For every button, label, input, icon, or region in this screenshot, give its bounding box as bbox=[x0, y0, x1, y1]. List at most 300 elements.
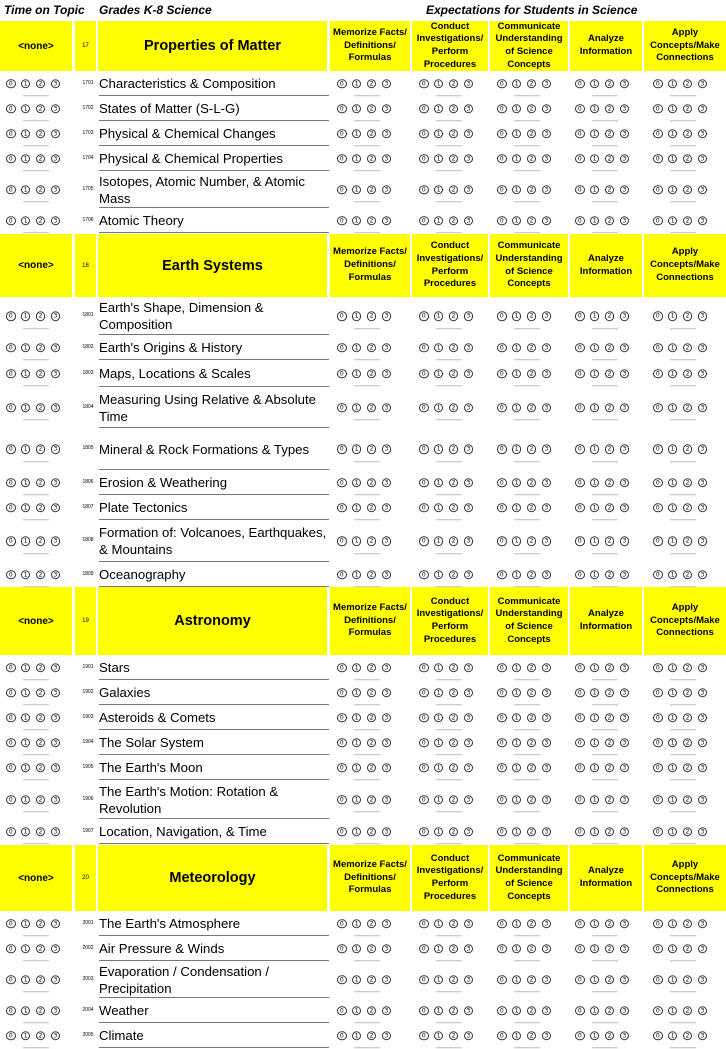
rating-bubble[interactable]: 1 bbox=[512, 944, 522, 954]
rating-bubble[interactable]: 0 bbox=[575, 403, 585, 413]
rating-bubble[interactable]: 1 bbox=[590, 216, 600, 226]
rating-bubble[interactable]: 0 bbox=[6, 663, 16, 673]
rating-bubble[interactable]: 0 bbox=[337, 311, 347, 321]
rating-bubble[interactable]: 2 bbox=[367, 763, 377, 773]
rating-bubble[interactable]: 1 bbox=[590, 1031, 600, 1041]
rating-bubble[interactable]: 3 bbox=[698, 154, 708, 164]
rating-bubble[interactable]: 2 bbox=[36, 688, 46, 698]
rating-bubble[interactable]: 2 bbox=[36, 738, 46, 748]
rating-bubble[interactable]: 1 bbox=[590, 478, 600, 488]
rating-bubble[interactable]: 3 bbox=[464, 478, 474, 488]
rating-bubble[interactable]: 0 bbox=[653, 738, 663, 748]
rating-bubble[interactable]: 2 bbox=[449, 763, 459, 773]
rating-bubble[interactable]: 1 bbox=[512, 663, 522, 673]
rating-bubble[interactable]: 1 bbox=[668, 444, 678, 454]
rating-bubble[interactable]: 0 bbox=[575, 688, 585, 698]
rating-bubble[interactable]: 1 bbox=[512, 343, 522, 353]
rating-bubble[interactable]: 2 bbox=[527, 975, 537, 985]
rating-bubble[interactable]: 3 bbox=[382, 129, 392, 139]
rating-bubble[interactable]: 3 bbox=[382, 403, 392, 413]
rating-bubble[interactable]: 0 bbox=[6, 154, 16, 164]
rating-bubble[interactable]: 2 bbox=[527, 763, 537, 773]
rating-bubble[interactable]: 2 bbox=[449, 713, 459, 723]
rating-bubble[interactable]: 1 bbox=[434, 343, 444, 353]
rating-bubble[interactable]: 1 bbox=[668, 663, 678, 673]
rating-bubble[interactable]: 1 bbox=[352, 738, 362, 748]
rating-bubble[interactable]: 3 bbox=[620, 403, 630, 413]
rating-bubble[interactable]: 2 bbox=[36, 827, 46, 837]
rating-bubble[interactable]: 1 bbox=[434, 444, 444, 454]
rating-bubble[interactable]: 2 bbox=[683, 975, 693, 985]
rating-bubble[interactable]: 0 bbox=[419, 104, 429, 114]
rating-bubble[interactable]: 3 bbox=[51, 369, 61, 379]
rating-bubble[interactable]: 0 bbox=[497, 478, 507, 488]
rating-bubble[interactable]: 2 bbox=[36, 763, 46, 773]
rating-bubble[interactable]: 2 bbox=[683, 503, 693, 513]
rating-bubble[interactable]: 0 bbox=[337, 444, 347, 454]
rating-bubble[interactable]: 1 bbox=[512, 1031, 522, 1041]
rating-bubble[interactable]: 1 bbox=[512, 919, 522, 929]
rating-bubble[interactable]: 3 bbox=[620, 570, 630, 580]
rating-bubble[interactable]: 1 bbox=[590, 79, 600, 89]
rating-bubble[interactable]: 3 bbox=[620, 763, 630, 773]
rating-bubble[interactable]: 2 bbox=[605, 795, 615, 805]
rating-bubble[interactable]: 0 bbox=[6, 478, 16, 488]
rating-bubble[interactable]: 0 bbox=[575, 536, 585, 546]
rating-bubble[interactable]: 3 bbox=[698, 216, 708, 226]
rating-bubble[interactable]: 1 bbox=[352, 478, 362, 488]
rating-bubble[interactable]: 2 bbox=[449, 154, 459, 164]
rating-bubble[interactable]: 2 bbox=[36, 1006, 46, 1016]
rating-bubble[interactable]: 2 bbox=[449, 1031, 459, 1041]
rating-bubble[interactable]: 1 bbox=[668, 216, 678, 226]
rating-bubble[interactable]: 1 bbox=[21, 536, 31, 546]
rating-bubble[interactable]: 1 bbox=[668, 79, 678, 89]
rating-bubble[interactable]: 3 bbox=[464, 403, 474, 413]
rating-bubble[interactable]: 2 bbox=[367, 343, 377, 353]
rating-bubble[interactable]: 1 bbox=[352, 216, 362, 226]
rating-bubble[interactable]: 3 bbox=[382, 919, 392, 929]
rating-bubble[interactable]: 2 bbox=[449, 185, 459, 195]
rating-bubble[interactable]: 1 bbox=[434, 944, 444, 954]
rating-bubble[interactable]: 0 bbox=[6, 570, 16, 580]
rating-bubble[interactable]: 1 bbox=[21, 343, 31, 353]
rating-bubble[interactable]: 2 bbox=[367, 663, 377, 673]
rating-bubble[interactable]: 1 bbox=[352, 713, 362, 723]
rating-bubble[interactable]: 1 bbox=[434, 536, 444, 546]
rating-bubble[interactable]: 1 bbox=[512, 369, 522, 379]
rating-bubble[interactable]: 2 bbox=[683, 795, 693, 805]
rating-bubble[interactable]: 0 bbox=[6, 129, 16, 139]
rating-bubble[interactable]: 0 bbox=[575, 663, 585, 673]
rating-bubble[interactable]: 0 bbox=[653, 570, 663, 580]
rating-bubble[interactable]: 0 bbox=[337, 1006, 347, 1016]
rating-bubble[interactable]: 0 bbox=[497, 403, 507, 413]
rating-bubble[interactable]: 3 bbox=[698, 975, 708, 985]
rating-bubble[interactable]: 0 bbox=[497, 503, 507, 513]
rating-bubble[interactable]: 1 bbox=[668, 570, 678, 580]
rating-bubble[interactable]: 3 bbox=[542, 343, 552, 353]
rating-bubble[interactable]: 2 bbox=[36, 79, 46, 89]
time-none-select[interactable]: <none> bbox=[0, 234, 72, 297]
rating-bubble[interactable]: 1 bbox=[434, 216, 444, 226]
rating-bubble[interactable]: 3 bbox=[51, 713, 61, 723]
rating-bubble[interactable]: 1 bbox=[668, 129, 678, 139]
rating-bubble[interactable]: 0 bbox=[419, 129, 429, 139]
rating-bubble[interactable]: 0 bbox=[419, 827, 429, 837]
rating-bubble[interactable]: 3 bbox=[698, 919, 708, 929]
rating-bubble[interactable]: 2 bbox=[449, 79, 459, 89]
rating-bubble[interactable]: 1 bbox=[590, 369, 600, 379]
rating-bubble[interactable]: 1 bbox=[21, 1031, 31, 1041]
rating-bubble[interactable]: 0 bbox=[6, 536, 16, 546]
rating-bubble[interactable]: 3 bbox=[698, 403, 708, 413]
rating-bubble[interactable]: 3 bbox=[464, 79, 474, 89]
rating-bubble[interactable]: 2 bbox=[449, 738, 459, 748]
rating-bubble[interactable]: 0 bbox=[6, 1031, 16, 1041]
rating-bubble[interactable]: 2 bbox=[367, 713, 377, 723]
rating-bubble[interactable]: 2 bbox=[367, 185, 377, 195]
rating-bubble[interactable]: 2 bbox=[605, 154, 615, 164]
rating-bubble[interactable]: 2 bbox=[527, 104, 537, 114]
rating-bubble[interactable]: 3 bbox=[698, 444, 708, 454]
rating-bubble[interactable]: 3 bbox=[51, 185, 61, 195]
rating-bubble[interactable]: 0 bbox=[497, 369, 507, 379]
rating-bubble[interactable]: 0 bbox=[497, 536, 507, 546]
rating-bubble[interactable]: 2 bbox=[605, 478, 615, 488]
rating-bubble[interactable]: 0 bbox=[653, 129, 663, 139]
rating-bubble[interactable]: 2 bbox=[605, 503, 615, 513]
rating-bubble[interactable]: 2 bbox=[367, 919, 377, 929]
rating-bubble[interactable]: 2 bbox=[36, 975, 46, 985]
rating-bubble[interactable]: 0 bbox=[6, 503, 16, 513]
rating-bubble[interactable]: 3 bbox=[698, 795, 708, 805]
rating-bubble[interactable]: 1 bbox=[434, 570, 444, 580]
rating-bubble[interactable]: 2 bbox=[367, 795, 377, 805]
rating-bubble[interactable]: 0 bbox=[337, 688, 347, 698]
rating-bubble[interactable]: 3 bbox=[382, 444, 392, 454]
rating-bubble[interactable]: 3 bbox=[464, 570, 474, 580]
rating-bubble[interactable]: 2 bbox=[605, 570, 615, 580]
rating-bubble[interactable]: 1 bbox=[434, 738, 444, 748]
rating-bubble[interactable]: 0 bbox=[6, 185, 16, 195]
rating-bubble[interactable]: 0 bbox=[337, 975, 347, 985]
rating-bubble[interactable]: 3 bbox=[542, 104, 552, 114]
rating-bubble[interactable]: 0 bbox=[575, 503, 585, 513]
rating-bubble[interactable]: 3 bbox=[620, 795, 630, 805]
rating-bubble[interactable]: 3 bbox=[698, 713, 708, 723]
time-none-select[interactable]: <none> bbox=[0, 21, 72, 71]
rating-bubble[interactable]: 3 bbox=[620, 129, 630, 139]
rating-bubble[interactable]: 3 bbox=[51, 104, 61, 114]
rating-bubble[interactable]: 0 bbox=[419, 311, 429, 321]
rating-bubble[interactable]: 0 bbox=[575, 738, 585, 748]
rating-bubble[interactable]: 2 bbox=[683, 1031, 693, 1041]
rating-bubble[interactable]: 3 bbox=[464, 503, 474, 513]
rating-bubble[interactable]: 1 bbox=[21, 403, 31, 413]
rating-bubble[interactable]: 3 bbox=[464, 185, 474, 195]
rating-bubble[interactable]: 2 bbox=[683, 738, 693, 748]
rating-bubble[interactable]: 0 bbox=[419, 570, 429, 580]
rating-bubble[interactable]: 1 bbox=[590, 663, 600, 673]
rating-bubble[interactable]: 0 bbox=[337, 763, 347, 773]
rating-bubble[interactable]: 0 bbox=[6, 919, 16, 929]
rating-bubble[interactable]: 1 bbox=[512, 478, 522, 488]
rating-bubble[interactable]: 2 bbox=[605, 403, 615, 413]
rating-bubble[interactable]: 3 bbox=[464, 154, 474, 164]
rating-bubble[interactable]: 3 bbox=[51, 536, 61, 546]
rating-bubble[interactable]: 3 bbox=[542, 1006, 552, 1016]
rating-bubble[interactable]: 2 bbox=[605, 1031, 615, 1041]
rating-bubble[interactable]: 0 bbox=[575, 185, 585, 195]
rating-bubble[interactable]: 0 bbox=[653, 975, 663, 985]
rating-bubble[interactable]: 1 bbox=[668, 975, 678, 985]
rating-bubble[interactable]: 2 bbox=[367, 154, 377, 164]
rating-bubble[interactable]: 1 bbox=[434, 503, 444, 513]
rating-bubble[interactable]: 1 bbox=[668, 738, 678, 748]
rating-bubble[interactable]: 1 bbox=[590, 763, 600, 773]
rating-bubble[interactable]: 1 bbox=[590, 827, 600, 837]
rating-bubble[interactable]: 2 bbox=[605, 827, 615, 837]
rating-bubble[interactable]: 2 bbox=[527, 185, 537, 195]
rating-bubble[interactable]: 2 bbox=[683, 827, 693, 837]
rating-bubble[interactable]: 3 bbox=[382, 1006, 392, 1016]
rating-bubble[interactable]: 1 bbox=[21, 919, 31, 929]
rating-bubble[interactable]: 0 bbox=[6, 827, 16, 837]
rating-bubble[interactable]: 1 bbox=[434, 827, 444, 837]
rating-bubble[interactable]: 1 bbox=[434, 104, 444, 114]
rating-bubble[interactable]: 2 bbox=[36, 503, 46, 513]
rating-bubble[interactable]: 1 bbox=[21, 663, 31, 673]
rating-bubble[interactable]: 1 bbox=[352, 444, 362, 454]
rating-bubble[interactable]: 2 bbox=[683, 104, 693, 114]
rating-bubble[interactable]: 1 bbox=[21, 1006, 31, 1016]
rating-bubble[interactable]: 3 bbox=[698, 343, 708, 353]
rating-bubble[interactable]: 2 bbox=[527, 216, 537, 226]
rating-bubble[interactable]: 2 bbox=[527, 713, 537, 723]
rating-bubble[interactable]: 0 bbox=[575, 975, 585, 985]
rating-bubble[interactable]: 0 bbox=[653, 311, 663, 321]
rating-bubble[interactable]: 2 bbox=[527, 503, 537, 513]
rating-bubble[interactable]: 0 bbox=[497, 738, 507, 748]
rating-bubble[interactable]: 1 bbox=[512, 795, 522, 805]
rating-bubble[interactable]: 1 bbox=[352, 129, 362, 139]
rating-bubble[interactable]: 2 bbox=[449, 503, 459, 513]
rating-bubble[interactable]: 1 bbox=[668, 536, 678, 546]
rating-bubble[interactable]: 2 bbox=[683, 129, 693, 139]
rating-bubble[interactable]: 3 bbox=[698, 688, 708, 698]
rating-bubble[interactable]: 2 bbox=[367, 79, 377, 89]
rating-bubble[interactable]: 3 bbox=[698, 79, 708, 89]
rating-bubble[interactable]: 1 bbox=[590, 185, 600, 195]
rating-bubble[interactable]: 3 bbox=[51, 154, 61, 164]
rating-bubble[interactable]: 1 bbox=[512, 129, 522, 139]
rating-bubble[interactable]: 3 bbox=[698, 944, 708, 954]
rating-bubble[interactable]: 1 bbox=[668, 1006, 678, 1016]
rating-bubble[interactable]: 3 bbox=[542, 570, 552, 580]
rating-bubble[interactable]: 2 bbox=[683, 1006, 693, 1016]
rating-bubble[interactable]: 2 bbox=[527, 403, 537, 413]
rating-bubble[interactable]: 3 bbox=[542, 185, 552, 195]
rating-bubble[interactable]: 0 bbox=[653, 369, 663, 379]
rating-bubble[interactable]: 2 bbox=[367, 104, 377, 114]
rating-bubble[interactable]: 2 bbox=[36, 403, 46, 413]
rating-bubble[interactable]: 3 bbox=[464, 713, 474, 723]
rating-bubble[interactable]: 2 bbox=[683, 185, 693, 195]
rating-bubble[interactable]: 1 bbox=[21, 738, 31, 748]
rating-bubble[interactable]: 3 bbox=[382, 975, 392, 985]
rating-bubble[interactable]: 1 bbox=[590, 919, 600, 929]
rating-bubble[interactable]: 0 bbox=[497, 975, 507, 985]
rating-bubble[interactable]: 1 bbox=[21, 570, 31, 580]
rating-bubble[interactable]: 2 bbox=[367, 944, 377, 954]
rating-bubble[interactable]: 1 bbox=[434, 919, 444, 929]
rating-bubble[interactable]: 0 bbox=[653, 536, 663, 546]
rating-bubble[interactable]: 1 bbox=[668, 478, 678, 488]
rating-bubble[interactable]: 2 bbox=[683, 403, 693, 413]
rating-bubble[interactable]: 2 bbox=[36, 1031, 46, 1041]
rating-bubble[interactable]: 0 bbox=[419, 763, 429, 773]
rating-bubble[interactable]: 3 bbox=[382, 763, 392, 773]
rating-bubble[interactable]: 0 bbox=[337, 536, 347, 546]
rating-bubble[interactable]: 2 bbox=[605, 663, 615, 673]
rating-bubble[interactable]: 1 bbox=[21, 763, 31, 773]
rating-bubble[interactable]: 2 bbox=[367, 570, 377, 580]
rating-bubble[interactable]: 3 bbox=[382, 1031, 392, 1041]
rating-bubble[interactable]: 1 bbox=[352, 763, 362, 773]
rating-bubble[interactable]: 0 bbox=[337, 478, 347, 488]
rating-bubble[interactable]: 0 bbox=[497, 216, 507, 226]
rating-bubble[interactable]: 1 bbox=[352, 311, 362, 321]
rating-bubble[interactable]: 3 bbox=[542, 763, 552, 773]
rating-bubble[interactable]: 1 bbox=[590, 570, 600, 580]
rating-bubble[interactable]: 2 bbox=[527, 536, 537, 546]
rating-bubble[interactable]: 2 bbox=[605, 216, 615, 226]
rating-bubble[interactable]: 1 bbox=[21, 154, 31, 164]
rating-bubble[interactable]: 1 bbox=[512, 536, 522, 546]
rating-bubble[interactable]: 2 bbox=[449, 403, 459, 413]
rating-bubble[interactable]: 3 bbox=[698, 663, 708, 673]
rating-bubble[interactable]: 3 bbox=[382, 216, 392, 226]
rating-bubble[interactable]: 0 bbox=[653, 713, 663, 723]
rating-bubble[interactable]: 0 bbox=[6, 403, 16, 413]
rating-bubble[interactable]: 2 bbox=[36, 444, 46, 454]
rating-bubble[interactable]: 3 bbox=[542, 444, 552, 454]
rating-bubble[interactable]: 0 bbox=[337, 1031, 347, 1041]
rating-bubble[interactable]: 3 bbox=[51, 763, 61, 773]
rating-bubble[interactable]: 3 bbox=[464, 536, 474, 546]
rating-bubble[interactable]: 3 bbox=[51, 944, 61, 954]
rating-bubble[interactable]: 0 bbox=[419, 975, 429, 985]
rating-bubble[interactable]: 1 bbox=[434, 478, 444, 488]
rating-bubble[interactable]: 1 bbox=[434, 129, 444, 139]
rating-bubble[interactable]: 1 bbox=[21, 688, 31, 698]
rating-bubble[interactable]: 0 bbox=[6, 104, 16, 114]
rating-bubble[interactable]: 0 bbox=[653, 104, 663, 114]
rating-bubble[interactable]: 2 bbox=[683, 369, 693, 379]
rating-bubble[interactable]: 3 bbox=[51, 1031, 61, 1041]
rating-bubble[interactable]: 1 bbox=[21, 104, 31, 114]
rating-bubble[interactable]: 2 bbox=[683, 570, 693, 580]
rating-bubble[interactable]: 3 bbox=[620, 154, 630, 164]
rating-bubble[interactable]: 3 bbox=[382, 311, 392, 321]
rating-bubble[interactable]: 0 bbox=[419, 1006, 429, 1016]
rating-bubble[interactable]: 3 bbox=[542, 713, 552, 723]
rating-bubble[interactable]: 3 bbox=[382, 154, 392, 164]
rating-bubble[interactable]: 3 bbox=[698, 369, 708, 379]
rating-bubble[interactable]: 3 bbox=[382, 185, 392, 195]
rating-bubble[interactable]: 3 bbox=[464, 763, 474, 773]
rating-bubble[interactable]: 2 bbox=[605, 79, 615, 89]
rating-bubble[interactable]: 2 bbox=[527, 478, 537, 488]
rating-bubble[interactable]: 1 bbox=[352, 975, 362, 985]
rating-bubble[interactable]: 2 bbox=[449, 919, 459, 929]
rating-bubble[interactable]: 3 bbox=[620, 369, 630, 379]
rating-bubble[interactable]: 0 bbox=[575, 216, 585, 226]
rating-bubble[interactable]: 3 bbox=[382, 570, 392, 580]
rating-bubble[interactable]: 1 bbox=[434, 763, 444, 773]
rating-bubble[interactable]: 1 bbox=[512, 713, 522, 723]
rating-bubble[interactable]: 0 bbox=[419, 795, 429, 805]
rating-bubble[interactable]: 1 bbox=[21, 311, 31, 321]
rating-bubble[interactable]: 1 bbox=[590, 503, 600, 513]
rating-bubble[interactable]: 2 bbox=[367, 403, 377, 413]
rating-bubble[interactable]: 0 bbox=[497, 79, 507, 89]
rating-bubble[interactable]: 2 bbox=[449, 944, 459, 954]
rating-bubble[interactable]: 3 bbox=[382, 104, 392, 114]
rating-bubble[interactable]: 0 bbox=[575, 919, 585, 929]
rating-bubble[interactable]: 0 bbox=[497, 919, 507, 929]
rating-bubble[interactable]: 3 bbox=[542, 1031, 552, 1041]
rating-bubble[interactable]: 1 bbox=[352, 944, 362, 954]
rating-bubble[interactable]: 3 bbox=[382, 478, 392, 488]
rating-bubble[interactable]: 0 bbox=[497, 185, 507, 195]
rating-bubble[interactable]: 1 bbox=[590, 738, 600, 748]
rating-bubble[interactable]: 2 bbox=[367, 975, 377, 985]
rating-bubble[interactable]: 1 bbox=[668, 154, 678, 164]
rating-bubble[interactable]: 3 bbox=[51, 503, 61, 513]
rating-bubble[interactable]: 2 bbox=[449, 570, 459, 580]
rating-bubble[interactable]: 0 bbox=[6, 311, 16, 321]
rating-bubble[interactable]: 2 bbox=[527, 129, 537, 139]
rating-bubble[interactable]: 2 bbox=[605, 343, 615, 353]
rating-bubble[interactable]: 2 bbox=[527, 795, 537, 805]
rating-bubble[interactable]: 1 bbox=[512, 79, 522, 89]
rating-bubble[interactable]: 0 bbox=[497, 104, 507, 114]
rating-bubble[interactable]: 2 bbox=[36, 185, 46, 195]
rating-bubble[interactable]: 1 bbox=[352, 185, 362, 195]
rating-bubble[interactable]: 0 bbox=[337, 343, 347, 353]
rating-bubble[interactable]: 3 bbox=[51, 570, 61, 580]
rating-bubble[interactable]: 3 bbox=[620, 688, 630, 698]
rating-bubble[interactable]: 2 bbox=[527, 919, 537, 929]
rating-bubble[interactable]: 3 bbox=[382, 738, 392, 748]
rating-bubble[interactable]: 1 bbox=[352, 154, 362, 164]
rating-bubble[interactable]: 0 bbox=[497, 663, 507, 673]
rating-bubble[interactable]: 0 bbox=[575, 1031, 585, 1041]
rating-bubble[interactable]: 3 bbox=[542, 503, 552, 513]
rating-bubble[interactable]: 0 bbox=[419, 403, 429, 413]
rating-bubble[interactable]: 3 bbox=[382, 827, 392, 837]
rating-bubble[interactable]: 3 bbox=[620, 478, 630, 488]
rating-bubble[interactable]: 3 bbox=[620, 827, 630, 837]
rating-bubble[interactable]: 0 bbox=[337, 503, 347, 513]
rating-bubble[interactable]: 1 bbox=[668, 944, 678, 954]
rating-bubble[interactable]: 0 bbox=[419, 738, 429, 748]
rating-bubble[interactable]: 1 bbox=[434, 154, 444, 164]
rating-bubble[interactable]: 1 bbox=[21, 713, 31, 723]
rating-bubble[interactable]: 1 bbox=[668, 713, 678, 723]
